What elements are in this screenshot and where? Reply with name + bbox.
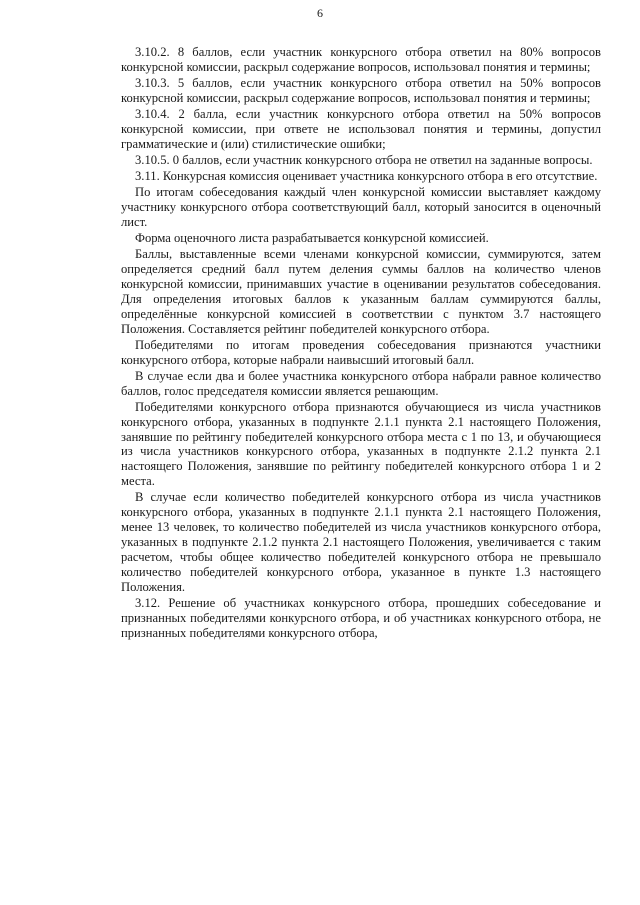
paragraph-winners-interview: Победителями по итогам проведения собеседования признаются участники конкурсного отбора, которые набрали наивысший итоговый балл. bbox=[121, 337, 601, 367]
paragraph-3-12: 3.12. Решение об участниках конкурсного отбора, прошедших собеседование и признанных победителями конкурсного отбора, и об участниках конкурсного отбора, не признанных победителями конкурсного отбора, bbox=[121, 595, 601, 640]
document-body bbox=[121, 45, 601, 642]
paragraph-3-11: 3.11. Конкурсная комиссия оценивает участника конкурсного отбора в его отсутствие. bbox=[135, 169, 598, 183]
paragraph-3-10-5: 3.10.5. 0 баллов, если участник конкурсного отбора не ответил на заданные вопросы. bbox=[135, 152, 593, 167]
paragraph-winners-selection: Победителями конкурсного отбора признаются обучающиеся из числа участников конкурсного отбора, указанных в подпункте 2.1.1 пункта 2.1 настоящего Положения, занявшие по рейтингу победителей конкурсного отбора места с 1 по 13, и обучающиеся из числа участников конкурсного отбора, указанных в подпункте 2.1.2 пункта 2.1 настоящего Положения, занявшие по рейтингу победителей конкурсного отбора 1 и 2 места. bbox=[121, 399, 601, 489]
paragraph-winners-shortfall: В случае если количество победителей конкурсного отбора из числа участников конкурсного отбора, указанных в подпункте 2.1.1 пункта 2.1 настоящего Положения, менее 13 человек, то количество победителей из числа участников конкурсного отбора, указанных в подпункте 2.1.2 пункта 2.1 настоящего Положения, увеличивается с таким расчетом, чтобы общее количество победителей конкурсного отбора не превышало количество победителей конкурсного отбора, указанное в пункте 1.3 настоящего Положения. bbox=[121, 490, 601, 594]
paragraph-score-summation: Баллы, выставленные всеми членами конкурсной комиссии, суммируются, затем определяется средний балл путем деления суммы баллов на количество членов конкурсной комиссии, принимавших участие в оценивании результатов собеседования. Для определения итоговых баллов к указанным баллам суммируются баллы, определённые конкурсной комиссией в соответствии с пунктом 3.7 настоящего Положения. Составляется рейтинг победителей конкурсного отбора. bbox=[121, 247, 601, 336]
paragraph-evaluation-form: Форма оценочного листа разрабатывается конкурсной комиссией. bbox=[135, 231, 489, 245]
paragraph-interview-results: По итогам собеседования каждый член конкурсной комиссии выставляет каждому участнику конкурсного отбора соответствующий балл, который заносится в оценочный лист. bbox=[121, 185, 601, 229]
paragraph-3-10-2: 3.10.2. 8 баллов, если участник конкурсного отбора ответил на 80% вопросов конкурсной комиссии, раскрыл содержание вопросов, использовал понятия и термины; bbox=[121, 45, 601, 74]
page-number: 6 bbox=[317, 6, 323, 20]
paragraph-3-10-4: 3.10.4. 2 балла, если участник конкурсного отбора ответил на 50% вопросов конкурсной комиссии, при ответе не использовал понятия и термины, допустил грамматические и (или) стилистические ошибки; bbox=[121, 107, 601, 151]
paragraph-tie-break: В случае если два и более участника конкурсного отбора набрали равное количество баллов, голос председателя комиссии является решающим. bbox=[121, 368, 601, 398]
paragraph-3-10-3: 3.10.3. 5 баллов, если участник конкурсного отбора ответил на 50% вопросов конкурсной комиссии, раскрыл содержание вопросов, использовал понятия и термины; bbox=[121, 76, 601, 105]
